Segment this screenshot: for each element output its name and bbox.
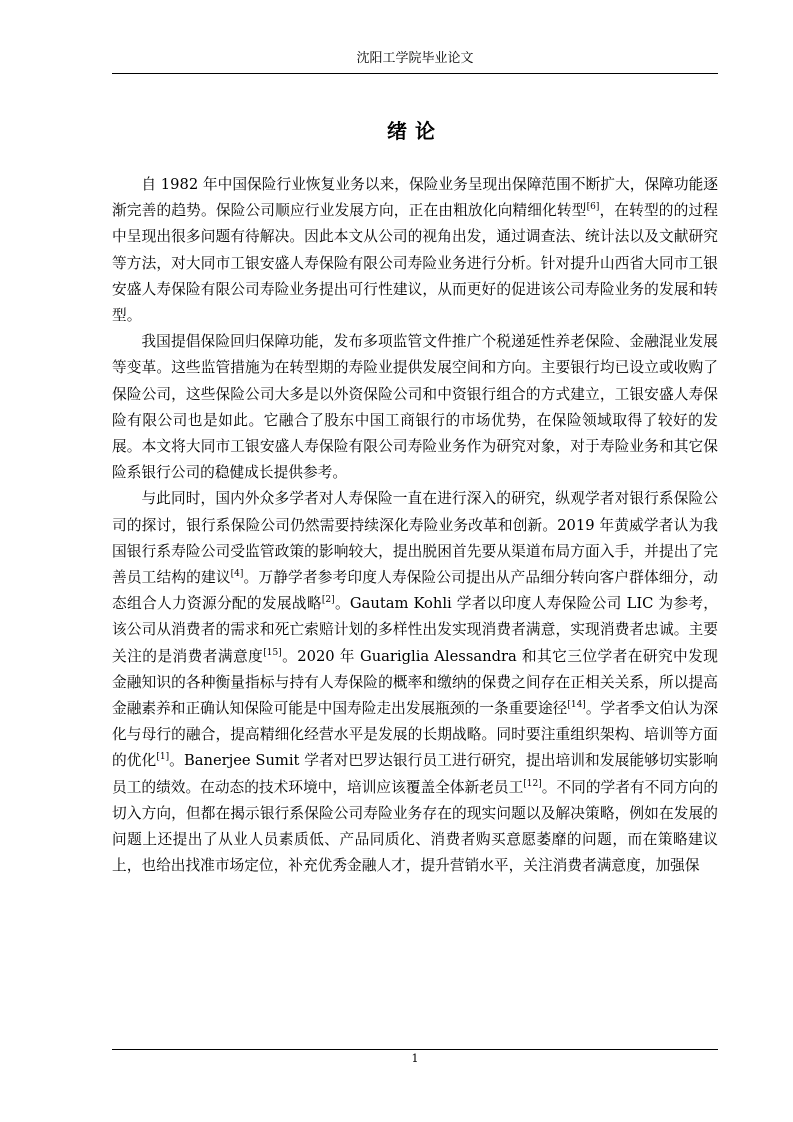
- paragraph-text: 。万静学者参考印度人寿保险公司提出从产品细分转向客户群体细分，动态组合人力资源分配的发展战略: [112, 569, 718, 613]
- paragraph-text: 我国提倡保险回归保障功能，发布多项监管文件推广个税递延性养老保险、金融混业发展等变革。这些监管措施为在转型期的寿险业提供发展空间和方向。主要银行均已设立或收购了保险公司，这些保险公司大多是以外资保险公司和中资银行组合的方式建立，工银安盛人寿保险有限公司也是如此。它融合了股东中国工商银行的市场优势，在保险领域取得了较好的发展。本文将大同市工银安盛人寿保险有限公司寿险业务作为研究对象，对于寿险业务和其它保险系银行公司的稳健成长提供参考。: [112, 333, 718, 482]
- paragraph-text: 。2020 年 Guariglia Alessandra 和其它三位学者在研究中发现金融知识的各种衡量指标与持有人寿保险的概率和缴纳的保费之间存在正相关关系，所以提高金融素养和正确认知保险可能是中国寿险走出发展瓶颈的一条重要途径: [112, 647, 718, 718]
- paragraph-text: ，在转型的的过程中呈现出很多问题有待解决。因此本文从公司的视角出发，通过调查法、统计法以及文献研究等方法，对大同市工银安盛人寿保险有限公司寿险业务进行分析。针对提升山西省大同市工银安盛人寿保险有限公司寿险业务提出可行性建议，从而更好的促进该公司寿险业务的发展和转型。: [112, 202, 718, 325]
- paragraph-1: [112, 172, 718, 329]
- paragraph-text: 自 1982 年中国保险行业恢复业务以来，保险业务呈现出保障范围不断扩大，保障功能逐渐完善的趋势。保险公司顺应行业发展方向，正在由粗放化向精细化转型: [112, 176, 718, 220]
- paragraph-text: 。学者季文伯认为深化与母行的融合，提高精细化经营水平是发展的长期战略。同时要注重组织架构、培训等方面的优化: [112, 700, 719, 770]
- paragraph-text: 。Banerjee Sumit 学者对巴罗达银行员工进行研究，提出培训和发展能够切实影响员工的绩效。在动态的技术环境中，培训应该覆盖全体新老员工: [112, 752, 718, 796]
- footer-rule: [112, 1049, 718, 1050]
- page-number: 1: [411, 1052, 419, 1065]
- body-text: [112, 172, 718, 879]
- citation-ref: [6]: [586, 202, 600, 213]
- paragraph-2: [112, 329, 718, 486]
- citation-ref: [1]: [156, 752, 170, 763]
- chapter-title: 绪论: [387, 119, 443, 143]
- running-header: 沈阳工学院毕业论文: [356, 51, 474, 66]
- paragraph-text: 。Gautam Kohli 学者以印度人寿保险公司 LIC 为参考，该公司从消费者的需求和死亡索赔计划的多样性出发实现消费者满意，实现消费者忠诚。主要关注的是消费者满意度: [112, 595, 718, 665]
- header-rule: [112, 73, 718, 74]
- citation-ref: [4]: [230, 569, 244, 580]
- citation-ref: [2]: [321, 595, 335, 606]
- citation-ref: [15]: [263, 647, 282, 658]
- paragraph-text: 。不同的学者有不同方向的切入方向，但都在揭示银行系保险公司寿险业务存在的现实问题以及解决策略，例如在发展的问题上还提出了从业人员素质低、产品同质化、消费者购买意愿萎靡的问题，而在策略建议上，也给出找准市场定位，补充优秀金融人才，提升营销水平，关注消费者满意度，加强保: [112, 778, 719, 875]
- paragraph-3: [112, 486, 718, 879]
- paragraph-text: 与此同时，国内外众多学者对人寿保险一直在进行深入的研究，纵观学者对银行系保险公司的探讨，银行系保险公司仍然需要持续深化寿险业务改革和创新。2019 年黄威学者认为我国银行系寿险公司受监管政策的影响较大，提出脱困首先要从渠道布局方面入手，并提出了完善员工结构的建议: [112, 490, 718, 587]
- citation-ref: [14]: [567, 700, 586, 711]
- citation-ref: [12]: [523, 778, 542, 789]
